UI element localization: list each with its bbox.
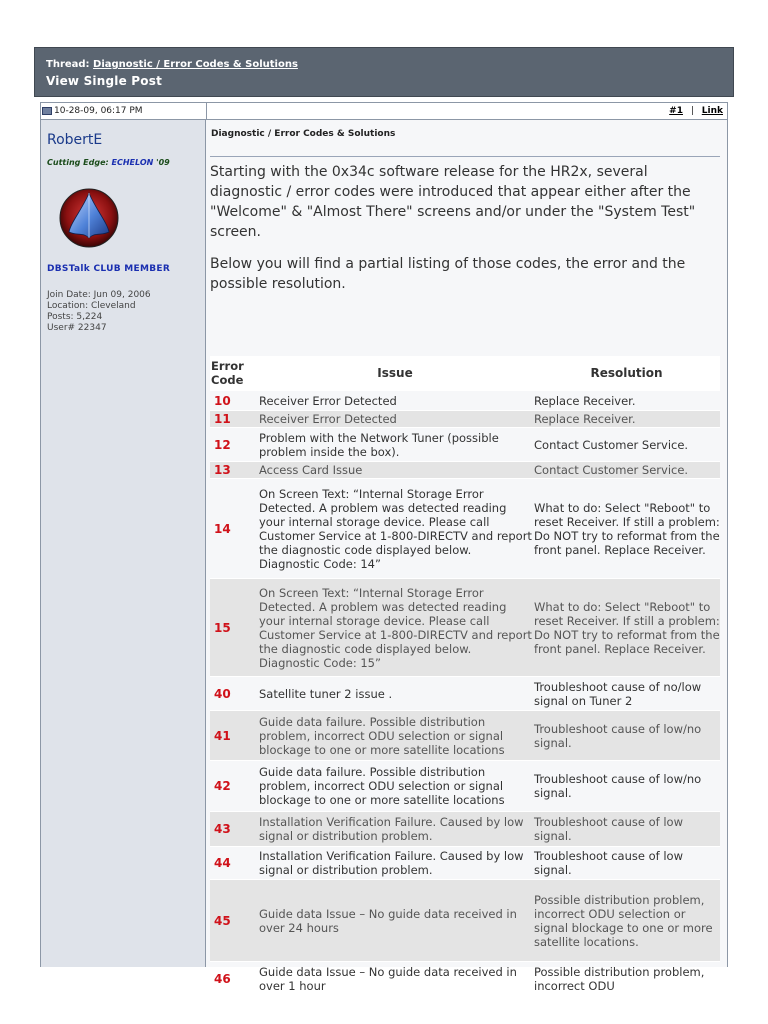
link-separator: | xyxy=(690,106,694,116)
error-code-cell: 45 xyxy=(214,913,231,928)
post-count: Posts: 5,224 xyxy=(47,312,103,322)
error-code-cell: 13 xyxy=(214,463,231,477)
club-member-badge: DBSTalk CLUB MEMBER xyxy=(47,264,171,274)
location: Location: Cleveland xyxy=(47,301,136,311)
header-error-code xyxy=(210,356,257,390)
listing-paragraph: Below you will find a partial listing of those codes, the error and the possible resolution. xyxy=(210,256,686,292)
resolution-cell: Possible distribution problem, incorrect ODU selection or signal blockage to one or more satellite locations. xyxy=(534,892,713,949)
error-code-cell: 40 xyxy=(214,686,231,701)
resolution-cell: Replace Receiver. xyxy=(534,412,636,426)
divider xyxy=(206,103,207,119)
post-title: Diagnostic / Error Codes & Solutions xyxy=(211,129,396,139)
issue-cell: Installation Verification Failure. Caused by low signal or distribution problem. xyxy=(259,815,524,843)
post-date-block xyxy=(42,106,143,116)
user-title-echelon: ECHELON xyxy=(111,158,154,167)
issue-cell: Problem with the Network Tuner (possible problem inside the box). xyxy=(259,430,499,459)
thread-line xyxy=(46,59,298,70)
resolution-cell: What to do: Select "Reboot" to reset Receiver. If still a problem: Do NOT try to reformat from the front panel. Replace Receiver. xyxy=(534,599,720,656)
post-frame xyxy=(34,47,734,993)
thread-link[interactable]: Diagnostic / Error Codes & Solutions xyxy=(93,59,298,70)
intro-paragraph: Starting with the 0x34c software release for the HR2x, several diagnostic / error codes were introduced that appear either after the "Welcome" & "Almost There" screens and/or under the "System Test" screen. xyxy=(210,164,696,240)
issue-cell: Guide data Issue – No guide data received in over 1 hour xyxy=(259,964,517,993)
error-code-cell: 10 xyxy=(214,393,231,408)
title-rule xyxy=(210,156,720,157)
user-title-year: '09 xyxy=(156,158,170,167)
thread-prefix: Thread: xyxy=(46,59,90,70)
resolution-cell: Contact Customer Service. xyxy=(534,463,689,477)
post-content-column xyxy=(206,120,728,993)
table-row xyxy=(210,961,720,995)
post-info-bar xyxy=(40,102,728,120)
table-row xyxy=(210,478,720,578)
table-row xyxy=(210,676,720,710)
post-icon xyxy=(42,107,52,115)
table-row xyxy=(210,710,720,760)
resolution-cell: Possible distribution problem, incorrect ODU xyxy=(534,964,705,993)
resolution-cell: Troubleshoot cause of no/low signal on Tuner 2 xyxy=(534,679,702,708)
user-stats xyxy=(47,290,151,334)
resolution-cell: Replace Receiver. xyxy=(534,393,636,408)
table-row xyxy=(210,390,720,410)
resolution-cell: Troubleshoot cause of low/no signal. xyxy=(534,772,702,800)
issue-cell: On Screen Text: “Internal Storage Error Detected. A problem was detected reading your internal storage device. Please call Customer Service at 1-800-DIRECTV and report the diagnostic code displayed below. Diagnostic Code: 15” xyxy=(259,585,532,670)
error-code-cell: 42 xyxy=(214,779,231,793)
resolution-cell: Contact Customer Service. xyxy=(534,437,689,452)
error-code-cell: 43 xyxy=(214,822,231,836)
issue-cell: Guide data failure. Possible distribution problem, incorrect ODU selection or signal blockage to one or more satellite locations xyxy=(259,714,505,757)
error-code-table xyxy=(210,356,720,995)
issue-cell: Guide data failure. Possible distribution problem, incorrect ODU selection or signal blockage to one or more satellite locations xyxy=(259,765,505,807)
table-header xyxy=(210,356,720,390)
permalink-link[interactable]: Link xyxy=(701,106,723,116)
error-code-cell: 46 xyxy=(214,971,231,986)
user-number: User# 22347 xyxy=(47,323,107,333)
issue-cell: Guide data Issue – No guide data received in over 24 hours xyxy=(259,906,517,935)
thread-header xyxy=(34,47,734,97)
issue-cell: Installation Verification Failure. Caused by low signal or distribution problem. xyxy=(259,849,524,877)
issue-cell: Satellite tuner 2 issue . xyxy=(259,686,393,701)
table-row xyxy=(210,410,720,427)
table-row xyxy=(210,846,720,879)
table-row xyxy=(210,461,720,478)
user-title-prefix: Cutting Edge: xyxy=(47,158,109,167)
header-resolution: Resolution xyxy=(590,366,663,380)
table-row xyxy=(210,760,720,811)
user-info-column xyxy=(40,120,206,967)
join-date: Join Date: Jun 09, 2006 xyxy=(47,290,151,300)
error-code-cell: 41 xyxy=(214,728,231,743)
username-link[interactable]: RobertE xyxy=(47,132,103,148)
view-single-post-title: View Single Post xyxy=(46,74,163,88)
table-row xyxy=(210,578,720,676)
resolution-cell: What to do: Select "Reboot" to reset Receiver. If still a problem: Do NOT try to reformat from the front panel. Replace Receiver. xyxy=(534,500,720,557)
header-issue: Issue xyxy=(377,366,413,380)
resolution-cell: Troubleshoot cause of low signal. xyxy=(534,849,683,877)
error-code-cell: 12 xyxy=(214,437,231,452)
error-code-cell: 14 xyxy=(214,521,231,536)
error-code-cell: 11 xyxy=(214,412,231,426)
error-code-cell: 15 xyxy=(214,620,231,635)
issue-cell: On Screen Text: “Internal Storage Error Detected. A problem was detected reading your internal storage device. Please call Customer Service at 1-800-DIRECTV and report the diagnostic code displayed below. Diagnostic Code: 14” xyxy=(259,486,532,571)
error-code-cell: 44 xyxy=(214,856,231,870)
post-links xyxy=(669,106,723,116)
resolution-cell: Troubleshoot cause of low signal. xyxy=(534,815,683,843)
issue-cell: Receiver Error Detected xyxy=(259,393,397,408)
issue-cell: Receiver Error Detected xyxy=(259,412,397,426)
post-number-link[interactable]: #1 xyxy=(669,106,683,116)
issue-cell: Access Card Issue xyxy=(259,463,363,477)
table-row xyxy=(210,811,720,846)
post-date: 10-28-09, 06:17 PM xyxy=(54,106,143,116)
header-code-line2: Code xyxy=(211,373,244,387)
table-row xyxy=(210,427,720,461)
user-title xyxy=(47,158,170,167)
resolution-cell: Troubleshoot cause of low/no signal. xyxy=(534,721,702,750)
avatar[interactable] xyxy=(59,188,119,248)
table-row xyxy=(210,879,720,961)
header-code-line1: Error xyxy=(211,359,244,373)
